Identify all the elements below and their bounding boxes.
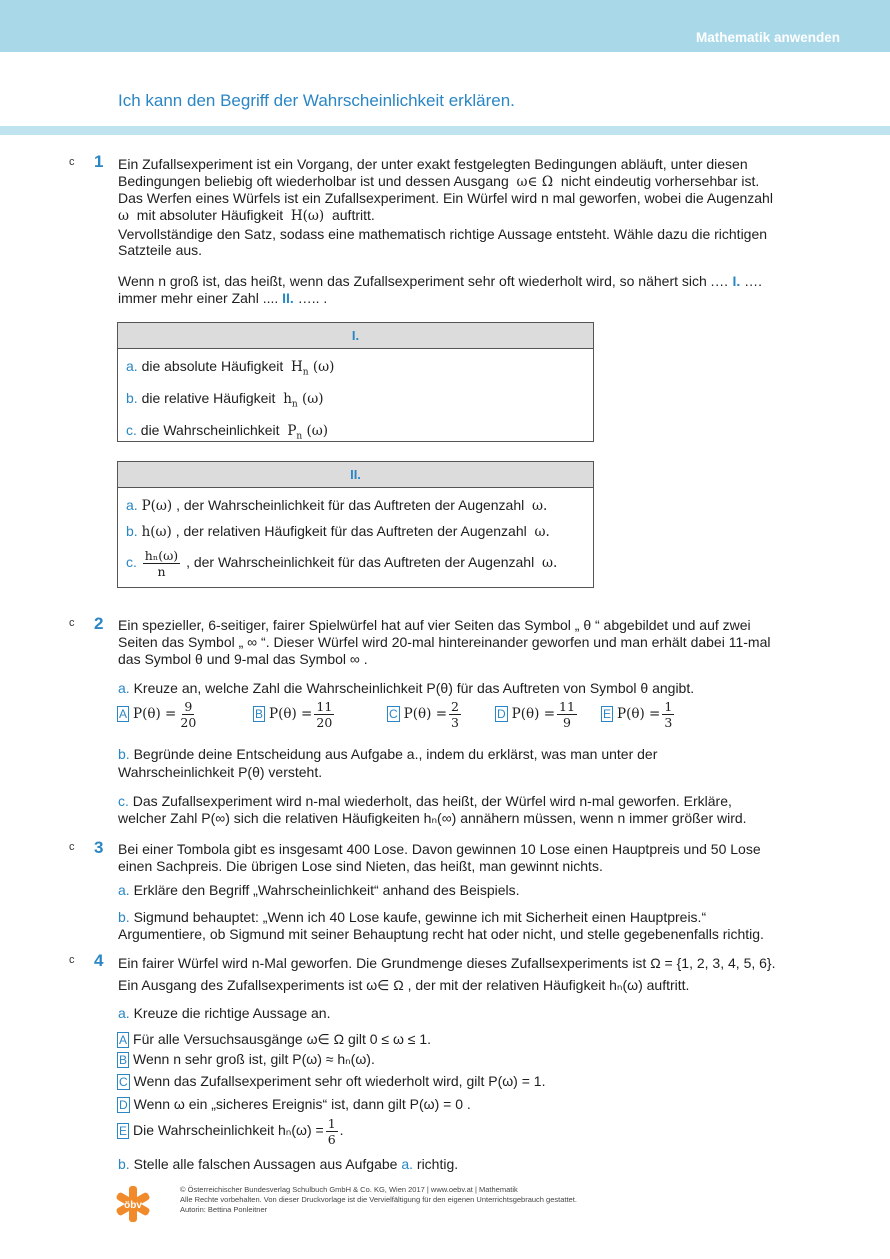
box-header: II. <box>118 462 593 488</box>
choice-option-c[interactable]: C P(θ) = $\frac{2}{3}$ <box>389 699 459 730</box>
task3-a: a. Erkläre den Begriff „Wahrscheinlichkeit“ anhand des Beispiels. <box>118 882 520 898</box>
options-box-1 <box>117 322 594 442</box>
footer-copyright: © Österreichischer Bundesverlag Schulbuch GmbH & Co. KG, Wien 2017 | www.oebv.at | Mathematik <box>180 1185 518 1194</box>
task1-line: Bedingungen beliebig oft wiederholbar ist und dessen Ausgang ω∈ Ω nicht eindeutig vorhersehbar ist. <box>118 173 760 190</box>
footer-author: Autorin: Bettina Ponleitner <box>180 1205 268 1214</box>
task-number-1: 1 <box>94 152 104 171</box>
task4-b: b. Stelle alle falschen Aussagen aus Aufgabe a. richtig. <box>118 1156 459 1172</box>
task4-line: Ein Ausgang des Zufallsexperiments ist ω∈ Ω , der mit der relativen Häufigkeit hₙ(ω) auftritt. <box>118 977 690 993</box>
box-option[interactable]: a. P(ω) , der Wahrscheinlichkeit für das Auftreten der Augenzahl ω. <box>126 497 548 514</box>
page-title: Ich kann den Begriff der Wahrscheinlichkeit erklären. <box>118 91 515 110</box>
task1-sentence: Wenn n groß ist, das heißt, wenn das Zufallsexperiment sehr oft wiederholt wird, so nähert sich .… I. …. <box>118 273 763 289</box>
box-option[interactable]: b. h(ω) , der relativen Häufigkeit für das Auftreten der Augenzahl ω. <box>126 523 550 540</box>
task1-line: Vervollständige den Satz, sodass eine mathematisch richtige Aussage entsteht. Wähle dazu die richtigen <box>118 226 768 242</box>
task4-line: Ein fairer Würfel wird n-Mal geworfen. Die Grundmenge dieses Zufallsexperiments ist Ω = {1, 2, 3, 4, 5, 6}. <box>118 955 776 971</box>
oebv-logo <box>113 1184 153 1224</box>
task1-line: Das Werfen eines Würfels ist ein Zufallsexperiment. Ein Würfel wird n mal geworfen, wobei die Augenzahl <box>118 190 773 206</box>
task-number-3: 3 <box>94 838 104 857</box>
statement-e[interactable]: E Die Wahrscheinlichkeit hₙ(ω) = $\frac{1}{6}$ . <box>119 1116 344 1147</box>
task2-c: c. Das Zufallsexperiment wird n-mal wiederholt, das heißt, der Würfel wird n-mal geworfen. Erkläre, <box>118 793 732 809</box>
choice-option-a[interactable]: A P(θ) = $\frac{9}{20}$ <box>119 699 197 730</box>
footer-rights: Alle Rechte vorbehalten. Von dieser Druckvorlage ist die Vervielfältigung für den eigenen Unterrichtsgebrauch gestattet. <box>180 1195 577 1204</box>
title-rule <box>0 126 890 135</box>
task3-b: b. Sigmund behauptet: „Wenn ich 40 Lose kaufe, gewinne ich mit Sicherheit einen Hauptpreis.“ <box>118 909 707 925</box>
task1-line: Ein Zufallsexperiment ist ein Vorgang, der unter exakt festgelegten Bedingungen abläuft, unter diesen <box>118 156 748 172</box>
options-box-2 <box>117 461 594 588</box>
statement-c[interactable]: C Wenn das Zufallsexperiment sehr oft wiederholt wird, gilt P(ω) = 1. <box>119 1073 546 1089</box>
competence-mark: c <box>69 954 75 966</box>
statement-b[interactable]: B Wenn n sehr groß ist, gilt P(ω) ≈ hₙ(ω). <box>119 1051 375 1067</box>
task2-line: Ein spezieller, 6-seitiger, fairer Spielwürfel hat auf vier Seiten das Symbol „ θ “ abgebildet und auf zwei <box>118 617 751 633</box>
task2-b: b. Begründe deine Entscheidung aus Aufgabe a., indem du erklärst, was man unter der <box>118 746 658 762</box>
logo-text: öbv <box>124 1200 142 1211</box>
box-option[interactable]: b. die relative Häufigkeit $h_n$ (ω) <box>126 390 324 410</box>
task2-line: Seiten das Symbol „ ∞ “. Dieser Würfel wird 20-mal hintereinander geworfen und man erhält dabei 11-mal <box>118 634 771 650</box>
competence-mark: c <box>69 841 75 853</box>
task1-line: ω mit absoluter Häufigkeit H(ω) auftritt. <box>118 207 375 224</box>
task2-b: Wahrscheinlichkeit P(θ) versteht. <box>118 764 323 780</box>
box-option[interactable]: a. die absolute Häufigkeit $H_n$ (ω) <box>126 358 335 378</box>
box-header: I. <box>118 323 593 349</box>
task2-a: a. Kreuze an, welche Zahl die Wahrscheinlichkeit P(θ) für das Auftreten von Symbol θ angibt. <box>118 680 695 696</box>
task4-a: a. Kreuze die richtige Aussage an. <box>118 1005 331 1021</box>
header-label: Mathematik anwenden <box>695 30 840 45</box>
choice-option-b[interactable]: B P(θ) = $\frac{11}{20}$ <box>255 699 333 730</box>
statement-a[interactable]: A Für alle Versuchsausgänge ω∈ Ω gilt 0 ≤ ω ≤ 1. <box>119 1031 432 1047</box>
task3-line: einen Sachpreis. Die übrigen Lose sind Nieten, das heißt, man gewinnt nichts. <box>118 858 603 874</box>
task1-sentence: immer mehr einer Zahl .... II. ….. . <box>118 290 328 306</box>
box-option[interactable]: c. $\frac{\text{hₙ(ω)}}{n}$ , der Wahrscheinlichkeit für das Auftreten der Augenzahl ω. <box>126 548 558 579</box>
task-number-4: 4 <box>94 951 104 970</box>
competence-mark: c <box>69 617 75 629</box>
footer-text <box>180 1185 577 1215</box>
task2-c: welcher Zahl P(∞) sich die relativen Häufigkeiten hₙ(∞) annähern müssen, wenn n immer größer wird. <box>118 810 747 826</box>
choice-option-d[interactable]: D P(θ) = $\frac{11}{9}$ <box>497 699 575 730</box>
task2-line: das Symbol θ und 9-mal das Symbol ∞ . <box>118 651 368 667</box>
task-number-2: 2 <box>94 614 104 633</box>
task3-b: Argumentiere, ob Sigmund mit seiner Behauptung recht hat oder nicht, und stelle gegebenenfalls richtig. <box>118 926 764 942</box>
choice-option-e[interactable]: E P(θ) = $\frac{1}{3}$ <box>603 699 673 730</box>
competence-mark: c <box>69 156 75 168</box>
box-option[interactable]: c. die Wahrscheinlichkeit $P_n$ (ω) <box>126 422 329 442</box>
task3-line: Bei einer Tombola gibt es insgesamt 400 Lose. Davon gewinnen 10 Lose einen Hauptpreis und 50 Lose <box>118 841 761 857</box>
task1-line: Satzteile aus. <box>118 242 203 258</box>
statement-d[interactable]: D Wenn ω ein „sicheres Ereignis“ ist, dann gilt P(ω) = 0 . <box>119 1096 471 1112</box>
